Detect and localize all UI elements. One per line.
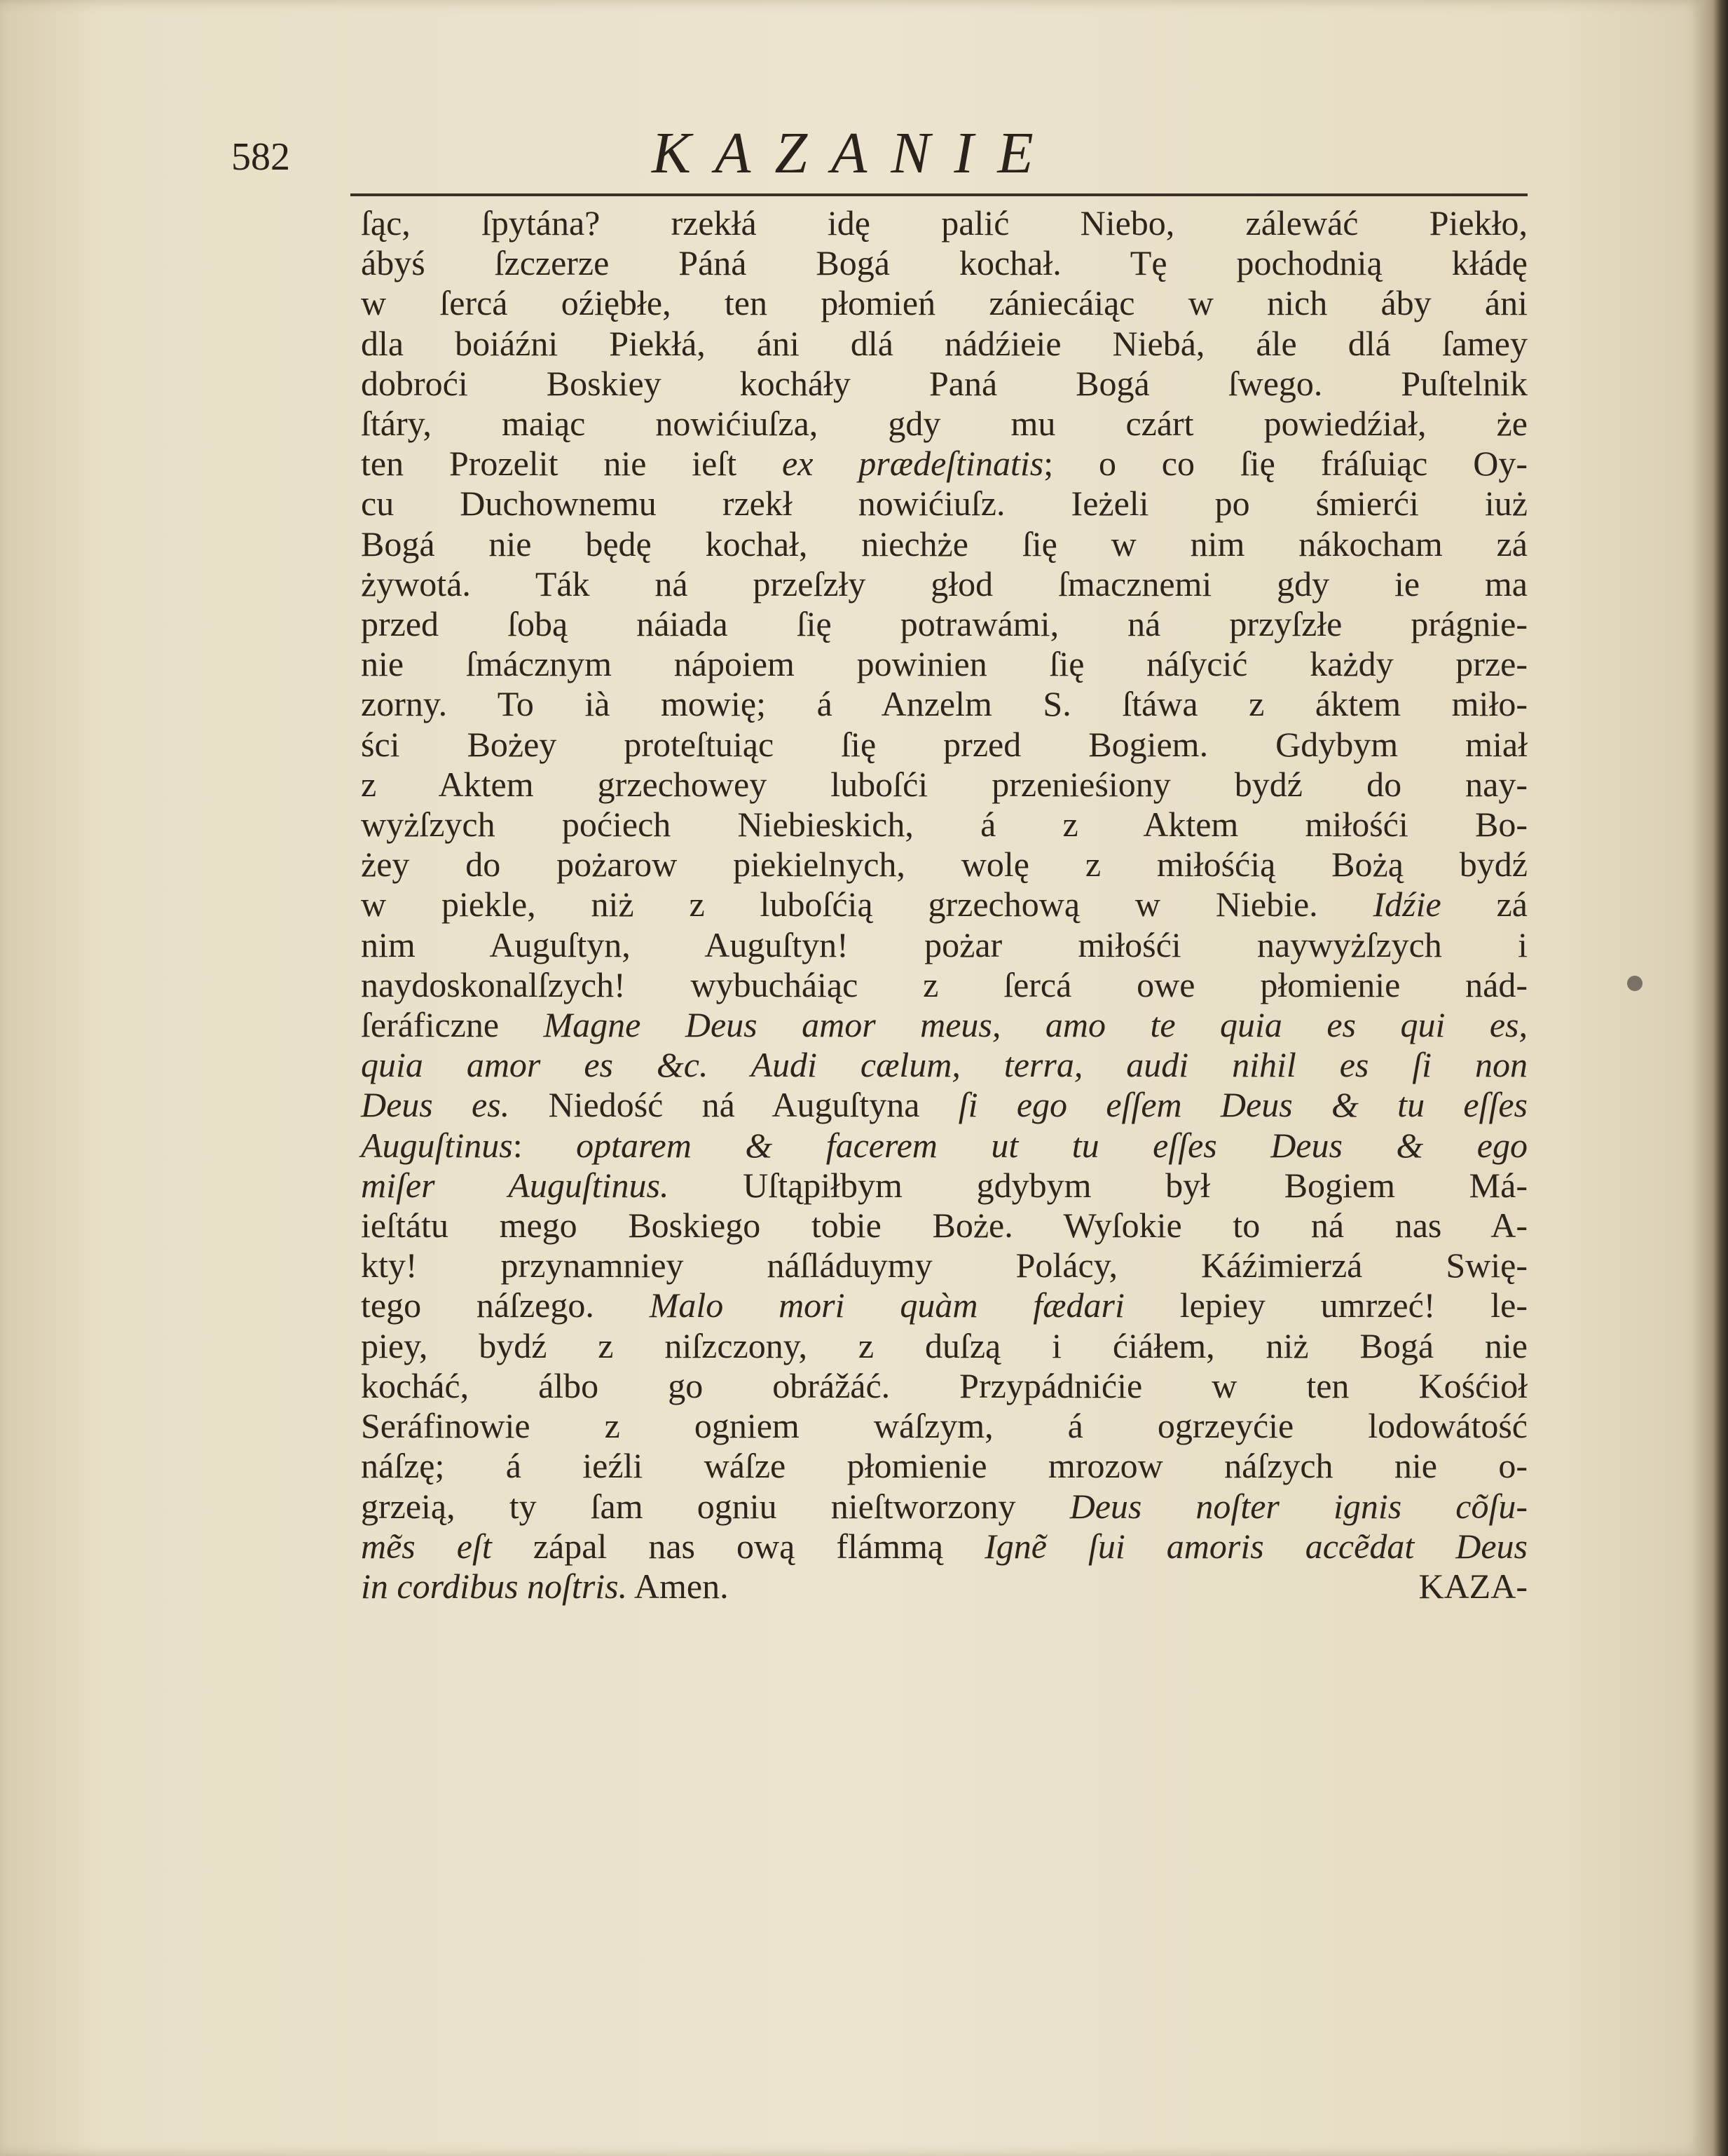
latin-phrase: mẽs eſt [361,1526,492,1566]
text-segment: ábyś ſzczerze Páná Bogá kochał. Tę pochodnią kłádę [361,243,1528,283]
text-line [361,243,1528,283]
page-header [231,119,1514,196]
text-line [361,805,1528,845]
text-line [361,404,1528,444]
text-segment: ten Prozelit nie ieſt [361,444,783,484]
text-segment: : [512,1125,577,1165]
text-segment: nie ſmácznym nápoiem powinien ſię náſycić każdy prze- [361,644,1528,684]
text-segment: Seráfinowie z ogniem wáſzym, á ogrzeyćie lodowátość [361,1406,1528,1446]
text-segment: Amen. [627,1566,729,1606]
text-segment: Bogá nie będę kochał, niechże ſię w nim nákocham zá [361,524,1528,564]
text-line [361,1045,1528,1085]
text-segment: náſzę; á ieźli wáſze płomienie mrozow náſzych nie o- [361,1446,1528,1486]
text-line [361,1366,1528,1406]
text-line [361,1005,1528,1045]
latin-phrase: Deus es. [361,1085,510,1125]
text-line [361,644,1528,684]
latin-phrase: in cordibus noſtris. [361,1566,628,1606]
text-segment: nim Auguſtyn, Auguſtyn! pożar miłośći naywyżſzych i [361,925,1528,964]
text-line [361,484,1528,524]
text-segment: piey, bydź z niſzczony, z duſzą i ćiáłem, niż Bogá nie [361,1325,1528,1365]
text-segment: ſąc, ſpytána? rzekłá idę palić Niebo, zálewáć Piekło, [361,203,1528,243]
text-segment: w ſercá oźiębłe, ten płomień zániecáiąc w nich áby áni [361,283,1528,323]
text-line [361,1126,1528,1166]
text-line [361,1085,1528,1125]
text-line [361,444,1528,484]
margin-dot [1627,976,1643,991]
text-line [361,1527,1528,1567]
text-line [361,203,1528,243]
text-line [361,725,1528,765]
header-rule [350,193,1528,196]
latin-phrase: Magne Deus amor meus, amo te quia es qui es, [543,1005,1528,1045]
text-segment: z Aktem grzechowey luboſći przenieśiony bydź do nay- [361,764,1528,804]
latin-phrase: Auguſtinus [361,1125,513,1165]
text-line [361,1446,1528,1486]
running-head: KAZANIE [652,121,1057,186]
text-segment: zá [1441,885,1528,925]
text-segment: lepiey umrzeć! le- [1124,1285,1528,1325]
text-line [361,604,1528,644]
text-line [361,1206,1528,1246]
latin-phrase: Malo mori quàm fædari [649,1285,1125,1325]
latin-phrase: quia amor es &c. Audi cælum, terra, audi nihil es ſi non [361,1045,1528,1085]
sermon-text [361,203,1528,1606]
text-segment: dla boiáźni Piekłá, áni dlá nádźieie Niebá, ále dlá ſamey [361,323,1528,363]
text-segment: tego náſzego. [361,1285,650,1325]
text-segment: ści Bożey proteſtuiąc ſię przed Bogiem. Gdybym miał [361,724,1528,764]
text-line [361,845,1528,885]
latin-phrase: Ignẽ ſui amoris accẽdat Deus [985,1526,1528,1566]
text-segment: żywotá. Ták ná przeſzły głod ſmacznemi gdy ie ma [361,564,1528,603]
text-line [361,564,1528,604]
page-number: 582 [231,135,290,179]
text-segment: dobroći Boskiey kocháły Paná Bogá ſwego. Puſtelnik [361,363,1528,403]
text-segment: ſeráficzne [361,1005,544,1045]
text-line [361,885,1528,925]
latin-phrase: optarem & facerem ut tu eſſes Deus & ego [576,1125,1528,1165]
text-segment: kocháć, álbo go obrážáć. Przypádnićie w ten Kośćioł [361,1365,1528,1405]
text-line [361,965,1528,1005]
text-line [361,684,1528,724]
latin-phrase: Deus noſter ignis cõſu- [1069,1486,1528,1526]
text-line [361,1406,1528,1446]
text-segment: wyżſzych poćiech Niebieskich, á z Aktem miłośći Bo- [361,805,1528,845]
text-line [361,1567,1528,1606]
text-segment: cu Duchownemu rzekł nowićiuſz. Ieżeli po śmierći iuż [361,484,1528,524]
text-line [361,1326,1528,1366]
text-segment: kty! przynamniey náſláduymy Polácy, Káźimierzá Swię- [361,1246,1528,1285]
text-segment: grzeią, ty ſam ogniu nieſtworzony [361,1486,1070,1526]
text-line [361,1166,1528,1206]
text-segment: ; o co ſię fráſuiąc Oy- [1043,444,1528,484]
text-segment: zápal nas ową flámmą [491,1526,985,1566]
text-line [361,283,1528,323]
text-segment: Uſtąpiłbym gdybym był Bogiem Má- [668,1165,1528,1205]
latin-phrase: Idźie [1373,885,1441,925]
latin-phrase: ſi ego eſſem Deus & tu eſſes [958,1085,1528,1125]
text-line [361,1285,1528,1325]
latin-phrase: ex prædeſtinatis [782,444,1044,484]
catchword: KAZA- [1418,1566,1528,1606]
text-line [361,1487,1528,1527]
text-segment: zorny. To ià mowię; á Anzelm S. ſtáwa z áktem miło- [361,684,1528,724]
text-segment: przed ſobą náiada ſię potrawámi, ná przyſzłe prágnie- [361,604,1528,644]
text-segment: ſtáry, maiąc nowićiuſza, gdy mu czárt powiedźiał, że [361,404,1528,444]
text-line [361,364,1528,404]
text-line [361,1246,1528,1285]
text-segment: w piekle, niż z luboſćią grzechową w Niebie. [361,885,1373,925]
text-segment: ieſtátu mego Boskiego tobie Boże. Wyſokie to ná nas A- [361,1206,1528,1246]
text-segment: naydoskonalſzych! wybucháiąc z ſercá owe płomienie nád- [361,964,1528,1004]
book-spine [1703,0,1728,2156]
text-segment: Niedość ná Auguſtyna [509,1085,959,1125]
latin-phrase: miſer Auguſtinus. [361,1165,669,1205]
text-line [361,524,1528,564]
text-line [361,925,1528,965]
text-segment: żey do pożarow piekielnych, wolę z miłośćią Bożą bydź [361,845,1528,885]
text-line [361,324,1528,364]
text-line [361,765,1528,805]
